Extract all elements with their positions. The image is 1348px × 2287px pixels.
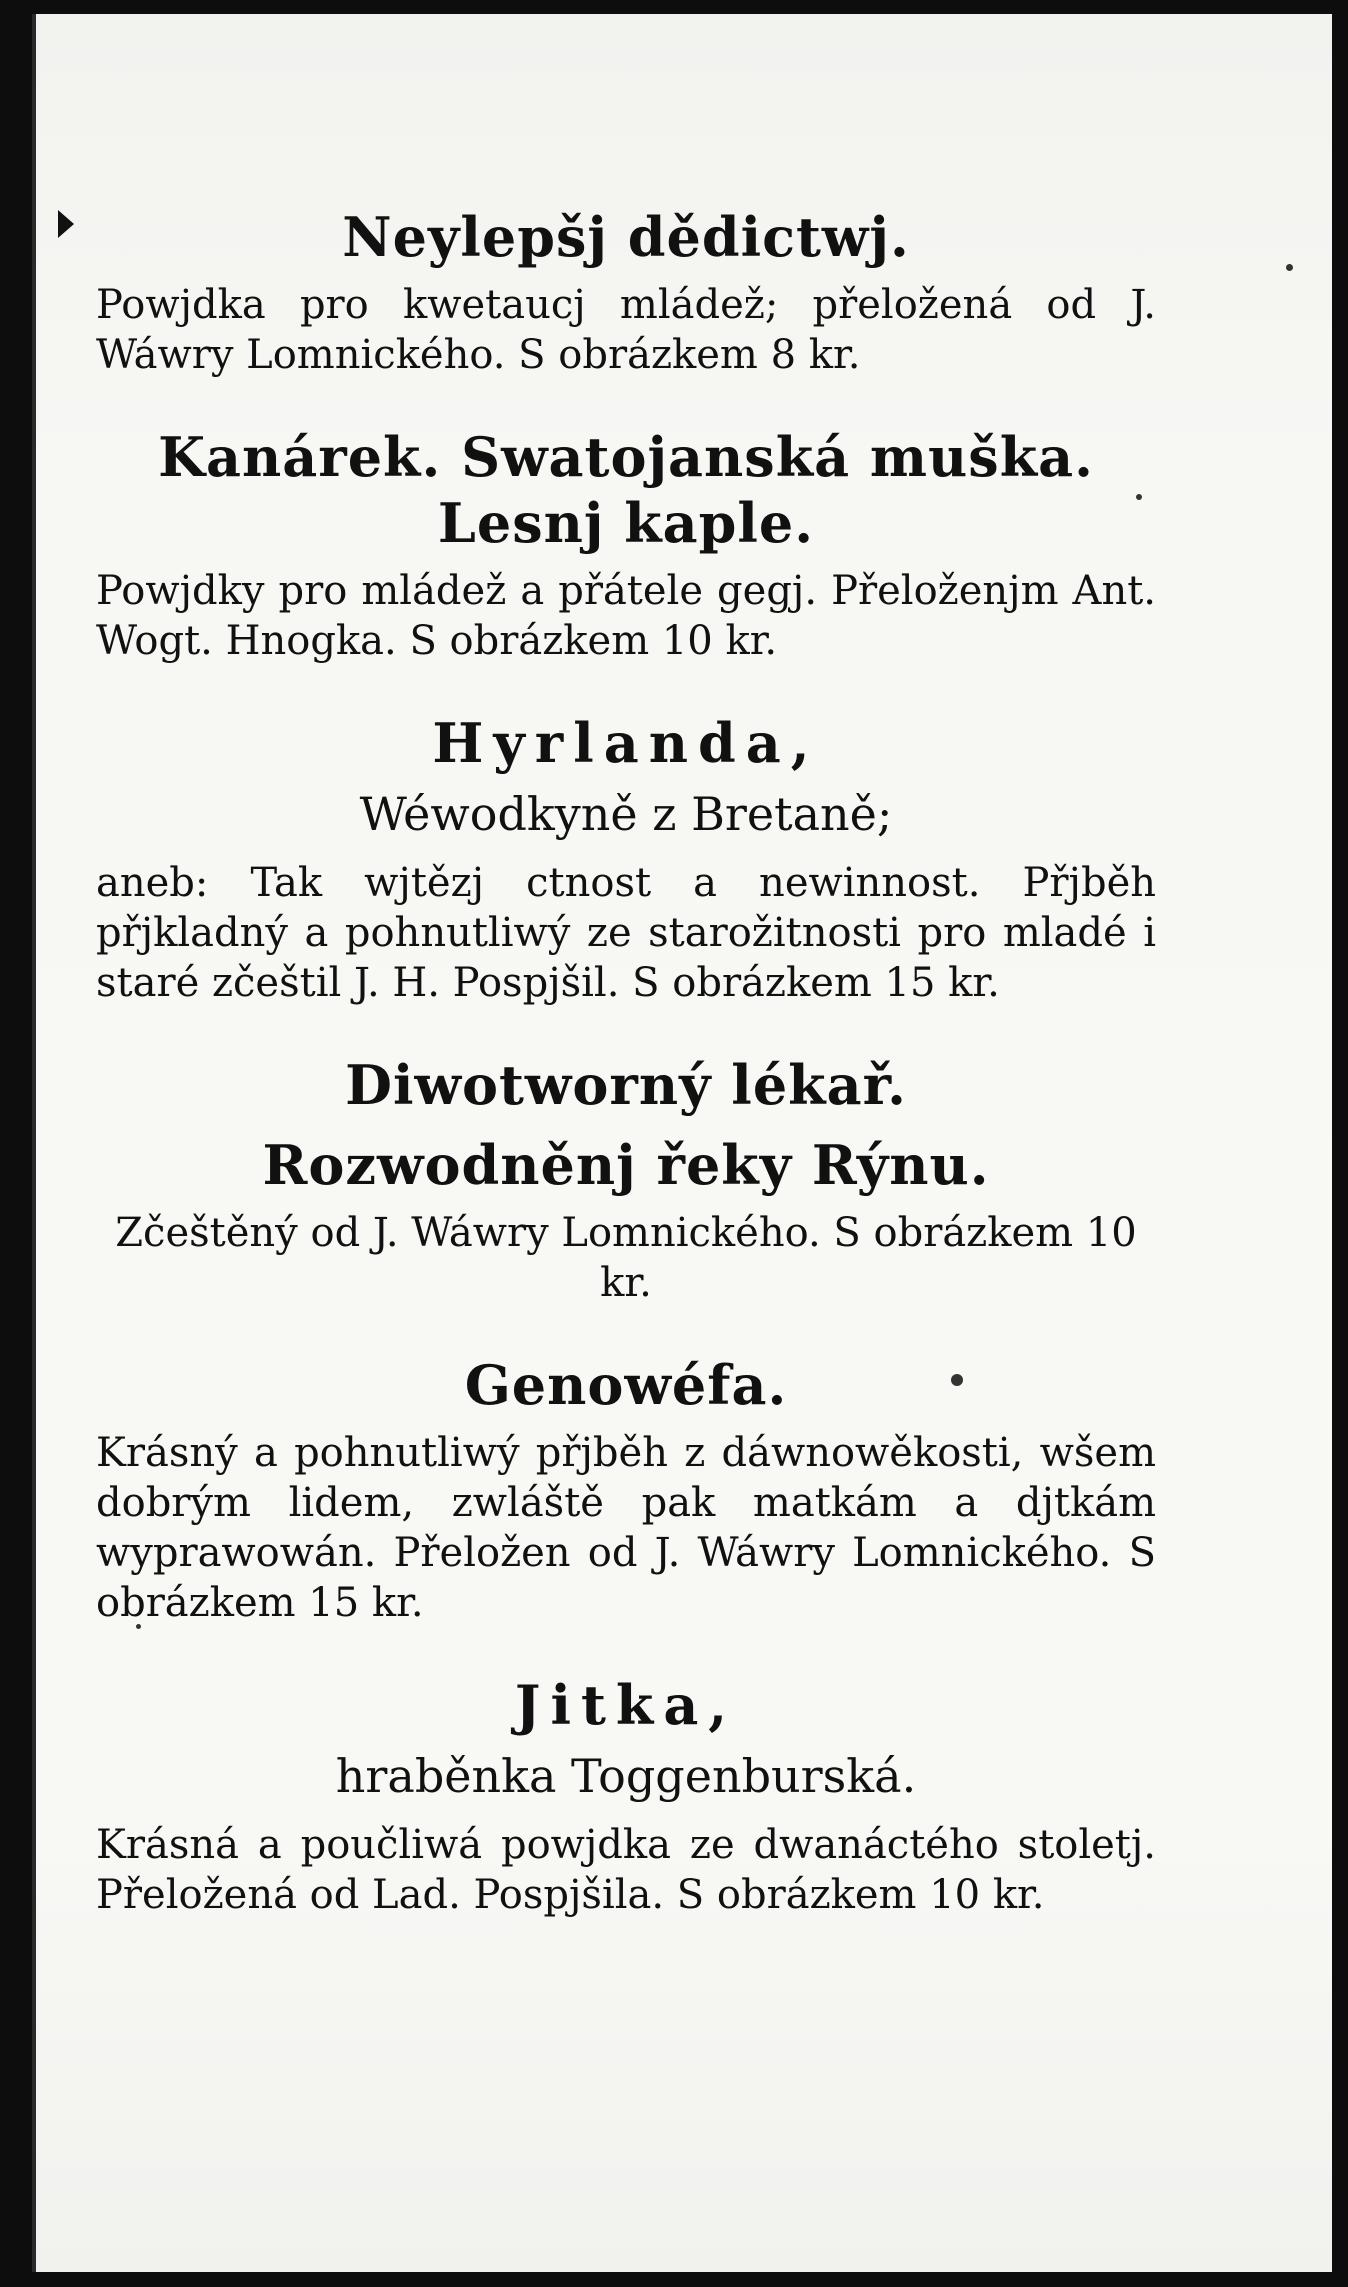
catalog-entry: [96, 1672, 1156, 1920]
catalog-entry: [96, 424, 1156, 666]
entry-title: Neylepšj dědictwj.: [342, 205, 910, 269]
catalog-entry: [96, 204, 1156, 380]
entry-description: aneb: Tak wjtězj ctnost a newinnost. Přjběh přjkladný a pohnutliwý ze starožitnosti pro mladé i staré zčeštil J. H. Pospjšil. S obrázkem 15 kr.: [96, 860, 1156, 1006]
entry-subtitle: Wéwodkyně z Bretaně;: [359, 787, 893, 841]
catalog-entry: [96, 1352, 1156, 1628]
ink-speck: [1286, 264, 1293, 271]
entry-title: Genowéfa.: [464, 1353, 788, 1417]
binding-mark: [58, 210, 74, 238]
catalog-entry: [96, 1052, 1156, 1308]
entry-title: Hyrlanda,: [432, 711, 820, 775]
entry-description: Krásný a pohnutliwý přjběh z dáwnowěkosti, wšem dobrým lidem, zwláště pak matkám a djtkám wyprawowán. Přeložen od J. Wáwry Lomnického. S obrázkem 15 kr.: [96, 1430, 1156, 1626]
entry-subtitle: Rozwodněnj řeky Rýnu.: [262, 1133, 990, 1197]
entry-description: Krásná a poučliwá powjdka ze dwanáctého stoletj. Přeložená od Lad. Pospjšila. S obrázkem 10 kr.: [96, 1822, 1156, 1918]
entry-description: Powjdky pro mládež a přátele gegj. Přeloženjm Ant. Wogt. Hnogka. S obrázkem 10 kr.: [96, 568, 1156, 664]
entry-subtitle: hraběnka Toggenburská.: [335, 1749, 917, 1803]
catalog-listing: [96, 204, 1156, 1964]
book-page: [32, 14, 1332, 2272]
entry-description: Zčeštěný od J. Wáwry Lomnického. S obrázkem 10 kr.: [115, 1210, 1137, 1306]
entry-title: Kanárek. Swatojanská muška. Lesnj kaple.: [158, 425, 1094, 555]
entry-title: Jitka,: [514, 1673, 738, 1737]
entry-title: Diwotworný lékař.: [345, 1053, 907, 1117]
catalog-entry: [96, 710, 1156, 1008]
entry-description: Powjdka pro kwetaucj mládež; přeložená od J. Wáwry Lomnického. S obrázkem 8 kr.: [96, 282, 1156, 378]
